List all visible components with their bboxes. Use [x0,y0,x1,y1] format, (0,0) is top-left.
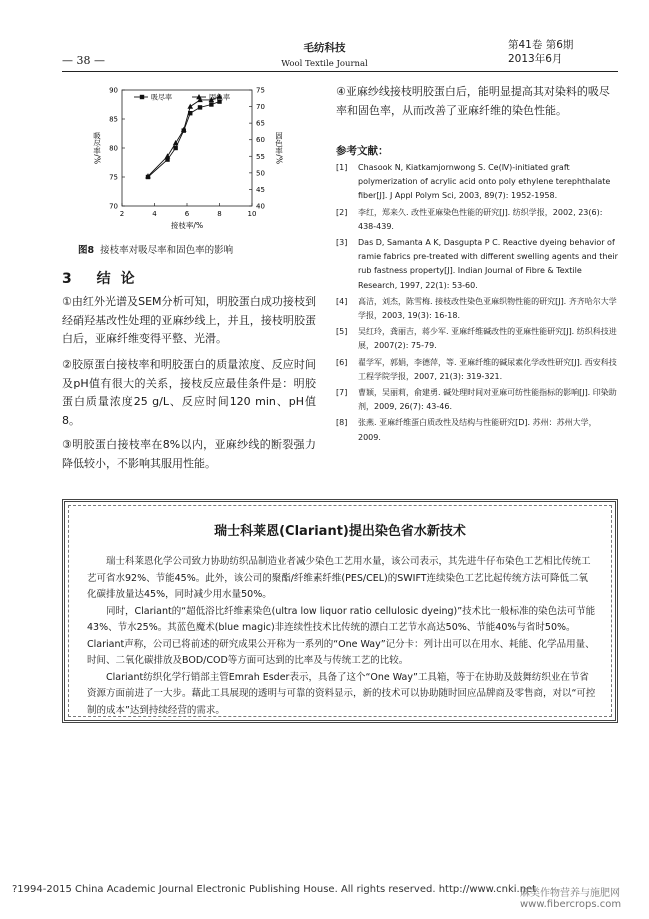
data-point-triangle [173,140,179,145]
reference-number: [3] [336,238,348,248]
reference-text: Chasook N, Kiatkamjornwong S. Ce(Ⅳ)-initiated graft polymerization of acrylic acid onto poly ethylene terephthalate fiber[J]. J Appl Polym Sci, 2003, 89(7): 1952-1958. [358,163,611,201]
reference-item [336,236,618,293]
reference-item [336,295,618,323]
x-tick-label: 10 [247,210,257,218]
y-left-tick-label: 75 [109,173,118,182]
y-right-tick-label: 75 [256,86,265,95]
issue-info [508,38,618,66]
reference-text: 吴红玲，龚丽吉，蒋少军. 亚麻纤维碱改性的亚麻性能研究[J]. 纺织科技进展，2007(2): 75-79. [358,327,617,351]
references-list [336,161,618,447]
conclusion-paragraph-1: ①由红外光谱及SEM分析可知，明胶蛋白成功接枝到经硝羟基改性处理的亚麻纱线上，并且，接枝明胶蛋白后，亚麻纤维变得平整、光滑。 [62,295,316,345]
reference-number: [1] [336,163,348,172]
figure-caption [78,242,233,256]
conclusion-paragraph-2: ②胶原蛋白接枝率和明胶蛋白的质量浓度、反应时间及pH值有很大的关系，接枝反应最佳条件是：明胶蛋白质量浓度25 g/L、反应时间120 min、pH值8。 [62,358,316,427]
copyright-text: ?1994-2015 China Academic Journal Electronic Publishing House. All rights reserved. http://www.cnki.net [12,884,537,895]
y-left-tick-label: 70 [109,202,118,211]
reference-item [336,161,618,204]
y-right-tick-label: 70 [256,103,265,112]
x-tick-label: 4 [152,210,157,218]
legend-label-2: 固色率 [209,93,230,102]
conclusion-paragraph-3: ③明胶蛋白接枝率在8%以内，亚麻纱线的断裂强力降低较小，不影响其服用性能。 [62,438,316,470]
conclusion-paragraph-4: ④亚麻纱线接枝明胶蛋白后，能明显提高其对染料的吸尽率和固色率，从而改善了亚麻纤维的染色性能。 [336,85,610,117]
reference-text: 张燕. 亚麻纤维蛋白质改性及结构与性能研究[D]. 苏州：苏州大学，2009. [358,418,597,442]
reference-text: 高洁，刘杰，陈雪梅. 接枝改性染色亚麻织物性能的研究[J]. 齐齐哈尔大学学报，2003, 19(3): 16-18. [358,296,617,321]
reference-text: 李红，郑来久. 改性亚麻染色性能的研究[J]. 纺织学报，2002, 23(6): 438-439. [358,207,603,231]
reference-item [336,356,618,384]
reference-item [336,386,618,414]
figure-number: 图8 [78,245,95,256]
section-number: 3 [62,271,82,287]
page-number: — 38 — [62,54,105,67]
issue-date: 2013年6月 [508,53,563,65]
x-axis-label: 接枝率/% [170,221,204,230]
reference-number: [7] [336,388,348,398]
y-left-tick-label: 80 [109,144,118,153]
y-right-axis-label: 固色率/% [274,131,284,165]
reference-item [336,206,618,234]
y-left-tick-label: 85 [109,115,118,124]
data-point-square [209,102,213,106]
watermark-text: 麻类作物营养与施肥网 www.fibercrops.com [520,888,622,910]
reference-number: [5] [336,327,348,337]
reference-item [336,416,618,444]
plot-frame [122,90,252,206]
y-right-tick-label: 55 [256,152,265,161]
reference-text: 翟学军，郭娟，李德萍，等. 亚麻纤维的碱尿素化学改性研究[J]. 西安科技工程学院学报，2007, 21(3): 319-321. [358,357,617,381]
journal-title-en: Wool Textile Journal [281,59,368,69]
y-right-tick-label: 50 [256,169,265,178]
x-tick-label: 2 [119,210,125,218]
section-heading [62,268,145,288]
reference-number: [2] [336,207,348,217]
series-line-2 [148,97,220,177]
news-paragraph-1: 瑞士科莱恩化学公司致力协助纺织品制造业者减少染色工艺用水量，该公司表示，其先进牛仔布染色工艺相比传统工艺可省水92%、节能45%。此外，该公司的聚酯/纤维素纤维(PES/CEL)的SWIFT连续染色工艺比起传统方法可降低二氧化碳排放量达45%，同时减少用水量50%。 [87,556,591,600]
reference-number: [6] [336,357,348,367]
reference-text: Das D, Samanta A K, Dasgupta P C. Reactive dyeing behavior of ramie fabrics pre-treated with different swelling agents and their rub fastness property[J]. Indian Journal of Fibre & Textile Research, 1997, 22(1): 53-60. [358,238,618,290]
section-title: 结论 [96,271,145,287]
journal-title-cn: 毛纺科技 [303,42,346,54]
reference-number: [4] [336,296,348,306]
y-right-tick-label: 45 [256,185,265,194]
y-right-tick-label: 60 [256,136,265,145]
y-left-tick-label: 90 [109,86,118,95]
y-right-tick-label: 65 [256,119,265,128]
references-heading: 参考文献： [336,145,389,157]
legend-label-1: 吸尽率 [151,93,172,102]
x-tick-label: 6 [184,210,190,218]
news-box-title: 瑞士科莱恩(Clariant)提出染色省水新技术 [214,524,466,539]
grafting-rate-chart [62,84,292,234]
data-point-square [173,146,177,150]
data-point-triangle [187,104,193,109]
legend-marker-square [140,95,144,99]
data-point-triangle [165,153,171,158]
volume-issue: 第41卷 第6期 [508,39,574,51]
reference-text: 曹颖，吴丽莉，俞建勇. 碱处理时间对亚麻可纺性能指标的影响[J]. 印染助剂，2009, 26(7): 43-46. [358,388,617,412]
news-box-body [87,554,597,719]
reference-item [336,325,618,353]
reference-number: [8] [336,418,348,428]
y-left-axis-label: 吸尽率/% [92,131,102,165]
figure-caption-text: 接枝率对吸尽率和固色率的影响 [100,245,234,256]
x-tick-label: 8 [217,210,222,218]
header-rule [62,71,618,72]
news-box [62,499,618,723]
y-right-tick-label: 40 [256,202,265,211]
data-point-square [198,105,202,109]
news-paragraph-3: Clariant纺织化学行销部主管Emrah Esder表示，具备了这个“One Way”工具箱，等于在协助及鼓舞纺织业在节省资源方面前进了一大步。藉此工具展现的透明与可靠的资料显示，新的技术可以协助随时回应品牌商及零售商，对以“可控制的成本”达到持续经营的需求。 [87,671,596,716]
news-paragraph-2: 同时，Clariant的“超低浴比纤维素染色(ultra low liquor ratio cellulosic dyeing)”技术比一般标准的染色法可节能43%、节水25%。其蓝色魔术(blue magic)非连续性技术比传统的漂白工艺节水高达50%、节能40%与省时50%。Clariant声称，公司已将前述的研究成果公开称为一系列的“One Way”记分卡：列计出可以在用水、耗能、化学品用量、时间、二氧化碳排放及BOD/COD等方面可达到的比率及与传统工艺的比较。 [87,605,596,666]
